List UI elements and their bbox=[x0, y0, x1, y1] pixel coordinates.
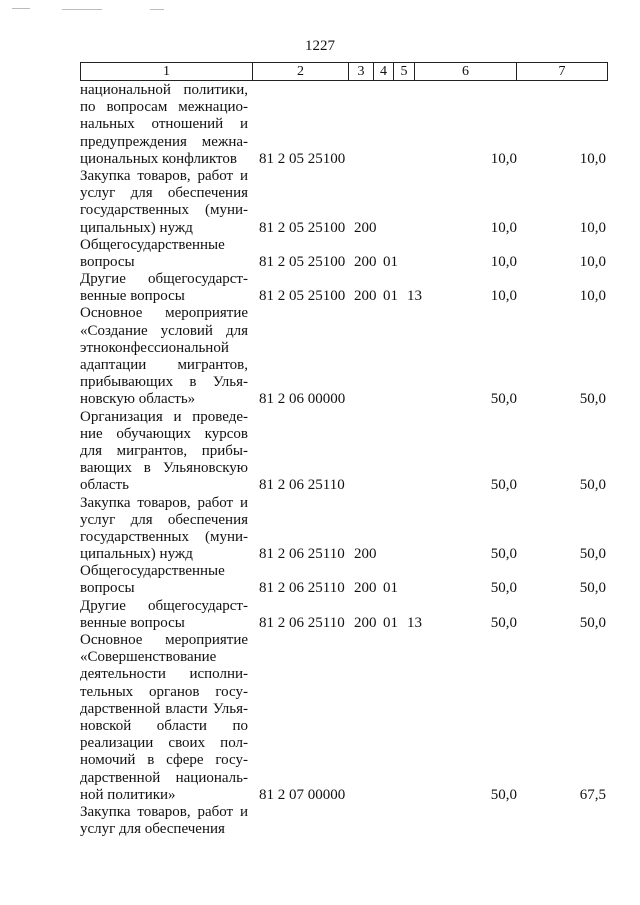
expense-type: 200 bbox=[354, 253, 377, 270]
amount-col6: 10,0 bbox=[490, 288, 517, 305]
table-row bbox=[0, 495, 640, 564]
description-line: услуг для обеспечения bbox=[80, 185, 248, 202]
expense-type: 200 bbox=[354, 614, 377, 631]
description-line: реализации своих пол- bbox=[80, 735, 248, 752]
description-line: деятельности исполни- bbox=[80, 666, 248, 683]
row-values bbox=[0, 391, 640, 408]
row-values bbox=[0, 477, 640, 494]
amount-col6: 10,0 bbox=[490, 253, 517, 270]
description-line: новскую область» bbox=[80, 391, 196, 408]
table-row bbox=[0, 632, 640, 804]
table-row bbox=[0, 305, 640, 408]
section: 01 bbox=[383, 614, 398, 631]
description-line: вопросы bbox=[80, 253, 135, 270]
section: 01 bbox=[383, 288, 398, 305]
description-line: область bbox=[80, 477, 129, 494]
description-line: Другие общегосударст- bbox=[80, 597, 248, 614]
amount-col6: 50,0 bbox=[490, 786, 517, 803]
amount-col6: 50,0 bbox=[490, 546, 517, 563]
description-line: государственных (муни- bbox=[80, 202, 248, 219]
description-line: венные вопросы bbox=[80, 288, 185, 305]
row-description bbox=[80, 632, 248, 804]
table-row bbox=[0, 168, 640, 237]
column-header: 5 bbox=[394, 63, 415, 80]
amount-col6: 50,0 bbox=[490, 614, 517, 631]
amount-col7: 10,0 bbox=[579, 253, 606, 270]
description-line: номочий в сфере госу- bbox=[80, 752, 248, 769]
description-line: прибывающих в Улья- bbox=[80, 374, 248, 391]
description-line: государственных (муни- bbox=[80, 528, 248, 545]
amount-col7: 50,0 bbox=[579, 477, 606, 494]
budget-code: 81 2 07 00000 bbox=[259, 786, 346, 803]
description-line: «Совершенствование bbox=[80, 649, 217, 666]
description-line: Общегосударственные bbox=[80, 563, 225, 580]
column-header: 3 bbox=[349, 63, 374, 80]
amount-col6: 10,0 bbox=[490, 219, 517, 236]
budget-code: 81 2 05 25100 bbox=[259, 150, 346, 167]
description-line: Закупка товаров, работ и bbox=[80, 167, 248, 184]
description-line: Организация и проведе- bbox=[80, 408, 248, 425]
section: 01 bbox=[383, 253, 398, 270]
table-row bbox=[0, 271, 640, 305]
table-row bbox=[0, 598, 640, 632]
expense-type: 200 bbox=[354, 288, 377, 305]
description-line: тельных органов госу- bbox=[80, 683, 248, 700]
description-line: вопросы bbox=[80, 580, 135, 597]
amount-col7: 67,5 bbox=[579, 786, 606, 803]
budget-code: 81 2 06 25110 bbox=[259, 580, 345, 597]
row-values bbox=[0, 546, 640, 563]
budget-code: 81 2 05 25100 bbox=[259, 219, 346, 236]
table-row bbox=[0, 82, 640, 168]
budget-code: 81 2 06 00000 bbox=[259, 391, 346, 408]
description-line: дарственной националь- bbox=[80, 769, 248, 786]
description-line: для мигрантов, прибы- bbox=[80, 442, 248, 459]
scan-mark bbox=[12, 8, 30, 9]
budget-code: 81 2 06 25110 bbox=[259, 546, 345, 563]
amount-col7: 10,0 bbox=[579, 288, 606, 305]
description-line: по вопросам межнацио- bbox=[80, 99, 248, 116]
description-line: услуг для обеспечения bbox=[80, 511, 248, 528]
description-line: этноконфессиональной bbox=[80, 339, 229, 356]
column-header: 7 bbox=[558, 64, 566, 79]
expense-type: 200 bbox=[354, 546, 377, 563]
table-row bbox=[0, 409, 640, 495]
scan-mark bbox=[62, 9, 102, 10]
budget-code: 81 2 06 25110 bbox=[259, 614, 345, 631]
table-row bbox=[0, 237, 640, 271]
row-values bbox=[0, 615, 640, 632]
amount-col6: 50,0 bbox=[490, 477, 517, 494]
column-header: 1 bbox=[81, 63, 253, 80]
amount-col7: 10,0 bbox=[579, 150, 606, 167]
budget-code: 81 2 05 25100 bbox=[259, 288, 346, 305]
description-line: ной политики» bbox=[80, 786, 176, 803]
expense-type: 200 bbox=[354, 219, 377, 236]
amount-col7: 50,0 bbox=[579, 614, 606, 631]
description-line: предупреждения межна- bbox=[80, 133, 248, 150]
description-line: венные вопросы bbox=[80, 614, 185, 631]
row-values bbox=[0, 580, 640, 597]
table-row bbox=[0, 563, 640, 597]
amount-col6: 50,0 bbox=[490, 580, 517, 597]
expense-type: 200 bbox=[354, 580, 377, 597]
description-line: Общегосударственные bbox=[80, 236, 225, 253]
description-line: Другие общегосударст- bbox=[80, 271, 248, 288]
table-body bbox=[0, 82, 640, 838]
column-header-row bbox=[80, 62, 608, 81]
row-values bbox=[0, 254, 640, 271]
amount-col6: 50,0 bbox=[490, 391, 517, 408]
table-row bbox=[0, 804, 640, 838]
description-line: Основное мероприятие bbox=[80, 632, 248, 648]
description-line: ципальных) нужд bbox=[80, 219, 193, 236]
amount-col7: 50,0 bbox=[579, 580, 606, 597]
description-line: ние обучающих курсов bbox=[80, 425, 248, 442]
row-values bbox=[0, 220, 640, 237]
row-values bbox=[0, 288, 640, 305]
scan-mark bbox=[150, 9, 164, 10]
section: 01 bbox=[383, 580, 398, 597]
row-values bbox=[0, 821, 640, 838]
description-line: национальной политики, bbox=[80, 82, 248, 98]
amount-col7: 50,0 bbox=[579, 546, 606, 563]
description-line: Закупка товаров, работ и bbox=[80, 803, 248, 820]
column-header: 4 bbox=[374, 63, 394, 80]
row-values bbox=[0, 151, 640, 168]
amount-col7: 10,0 bbox=[579, 219, 606, 236]
description-line: Закупка товаров, работ и bbox=[80, 494, 248, 511]
subsection: 13 bbox=[407, 288, 422, 305]
amount-col6: 10,0 bbox=[490, 150, 517, 167]
description-line: Основное мероприятие bbox=[80, 305, 248, 322]
description-line: адаптации мигрантов, bbox=[80, 357, 248, 373]
description-line: новской области по bbox=[80, 717, 248, 734]
description-line: вающих в Ульяновскую bbox=[80, 460, 248, 477]
column-header: 6 bbox=[415, 63, 517, 80]
row-values bbox=[0, 787, 640, 804]
description-line: «Создание условий для bbox=[80, 322, 248, 339]
description-line: циональных конфликтов bbox=[80, 150, 237, 167]
column-header: 2 bbox=[253, 63, 349, 80]
page-number: 1227 bbox=[305, 38, 335, 54]
description-line: ципальных) нужд bbox=[80, 546, 193, 563]
budget-code: 81 2 06 25110 bbox=[259, 477, 345, 494]
subsection: 13 bbox=[407, 614, 422, 631]
description-line: дарственной власти Улья- bbox=[80, 700, 248, 717]
description-line: услуг для обеспечения bbox=[80, 821, 225, 838]
budget-code: 81 2 05 25100 bbox=[259, 253, 346, 270]
description-line: нальных отношений и bbox=[80, 116, 248, 133]
amount-col7: 50,0 bbox=[579, 391, 606, 408]
